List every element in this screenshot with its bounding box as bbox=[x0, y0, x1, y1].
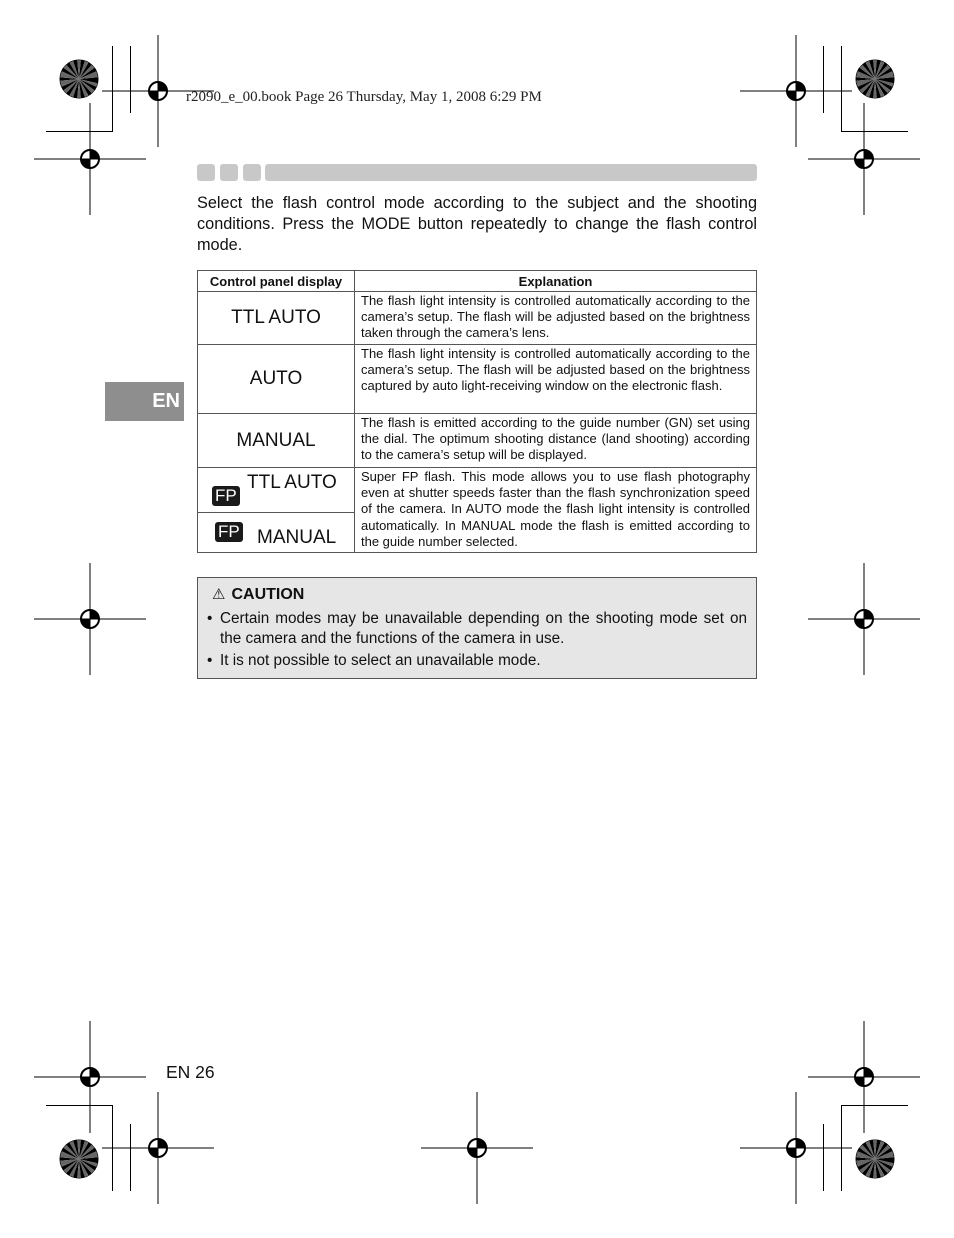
caution-item bbox=[207, 609, 747, 649]
bullet-icon: • bbox=[207, 610, 213, 627]
mode-label: MANUAL bbox=[257, 527, 337, 548]
table-row bbox=[198, 414, 757, 468]
flash-mode-table bbox=[197, 270, 757, 553]
page-number: EN 26 bbox=[166, 1062, 215, 1082]
section-marker-square bbox=[197, 164, 215, 181]
mode-label: AUTO bbox=[249, 368, 303, 389]
language-tab: EN bbox=[105, 382, 184, 421]
section-marker-square bbox=[220, 164, 238, 181]
display-cell bbox=[198, 345, 355, 414]
display-cell bbox=[198, 513, 355, 553]
intro-paragraph: Select the flash control mode according to the subject and the shooting conditions. Press the MODE button repeatedly to change the flash control mode. bbox=[197, 194, 757, 254]
mode-label: TTL AUTO bbox=[231, 307, 321, 328]
table-row bbox=[198, 292, 757, 345]
display-cell bbox=[198, 468, 355, 513]
book-header: r2090_e_00.book Page 26 Thursday, May 1, 2008 6:29 PM bbox=[186, 89, 542, 105]
caution-item bbox=[207, 651, 747, 671]
section-header-bar bbox=[265, 164, 757, 181]
explanation-cell: Super FP flash. This mode allows you to use flash photography even at shutter speeds faster than the flash synchronization speed of the camera. In AUTO mode the flash light intensity is controlled automatically. In MANUAL mode the flash is emitted according to the guide number selected. bbox=[355, 468, 757, 553]
fp-badge: FP bbox=[215, 522, 243, 542]
caution-item-text: Certain modes may be unavailable depending on the shooting mode set on the camera and the functions of the camera in use. bbox=[220, 610, 747, 647]
table-row bbox=[198, 345, 757, 414]
caution-title bbox=[212, 585, 304, 604]
explanation-cell: The flash is emitted according to the guide number (GN) set using the dial. The optimum shooting distance (land shooting) according to the camera’s setup will be displayed. bbox=[355, 414, 757, 468]
caution-box bbox=[197, 577, 757, 679]
display-cell bbox=[198, 292, 355, 345]
column-header-display: Control panel display bbox=[198, 271, 355, 292]
caution-title-text: CAUTION bbox=[231, 586, 305, 603]
fp-badge: FP bbox=[212, 486, 240, 506]
caution-item-text: It is not possible to select an unavailable mode. bbox=[220, 652, 541, 669]
explanation-cell: The flash light intensity is controlled automatically according to the camera’s setup. The flash will be adjusted based on the brightness captured by auto light-receiving window on the electronic flash. bbox=[355, 345, 757, 414]
explanation-cell: The flash light intensity is controlled automatically according to the camera’s setup. The flash will be adjusted based on the brightness taken through the camera’s lens. bbox=[355, 292, 757, 345]
display-cell bbox=[198, 414, 355, 468]
table-row bbox=[198, 468, 757, 513]
column-header-explanation: Explanation bbox=[355, 271, 757, 292]
warning-triangle-icon: ⚠ bbox=[212, 586, 226, 603]
bullet-icon: • bbox=[207, 652, 213, 669]
section-marker-square bbox=[243, 164, 261, 181]
mode-label: TTL AUTO bbox=[247, 472, 337, 493]
table-header-row bbox=[198, 271, 757, 292]
mode-label: MANUAL bbox=[236, 429, 316, 451]
